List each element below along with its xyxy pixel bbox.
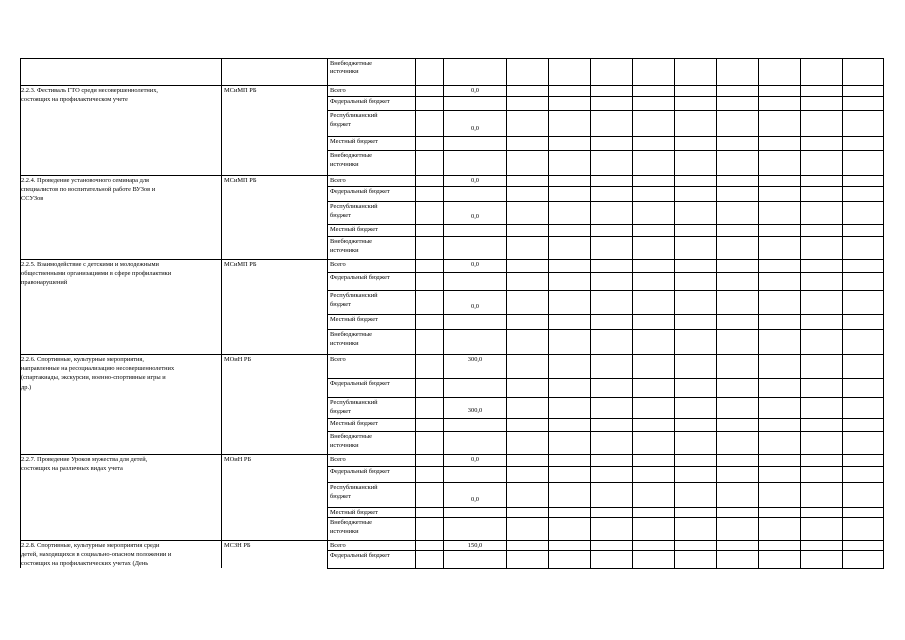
source-label: Федеральный бюджет <box>330 552 390 559</box>
subrow-border <box>327 150 884 151</box>
measure-text: 2.2.5. Взаимодействие с детскими и молодежными <box>21 261 159 268</box>
measure-text: ССУЗов <box>21 195 44 203</box>
subrow-border <box>327 517 884 518</box>
executor-text: МСиМП РБ <box>224 87 257 94</box>
amount-value: 0,0 <box>471 456 479 463</box>
source-label: источники <box>330 340 359 347</box>
measure-text: направленные на ресоциализацию несовершеннолетних <box>21 365 175 373</box>
table-top-border <box>20 58 884 59</box>
col-border-value-1 <box>443 58 444 568</box>
measure-text: 2.2.6. Спортивные, культурные мероприятия, <box>21 356 144 363</box>
table-bottom-border <box>327 568 884 569</box>
subrow-border <box>327 482 884 483</box>
source-label: Всего <box>330 456 346 463</box>
source-label: Республиканский <box>330 484 378 491</box>
source-label: Всего <box>330 356 346 363</box>
amount-value: 0,0 <box>471 177 479 184</box>
col-border-value-0 <box>415 58 416 568</box>
amount-value: 0,0 <box>471 303 479 310</box>
subrow-border <box>327 136 884 137</box>
measure-text: детей, находящихся в социально-опасном положении и <box>21 551 172 559</box>
source-label: Республиканский <box>330 112 378 119</box>
measure-text: специалистов по воспитательной работе ВУЗов и <box>21 186 156 194</box>
source-label: Федеральный бюджет <box>330 468 390 475</box>
source-label: бюджет <box>330 408 351 415</box>
source-label: Республиканский <box>330 292 378 299</box>
subrow-border <box>327 431 884 432</box>
source-label: Местный бюджет <box>330 509 378 516</box>
source-label: Местный бюджет <box>330 138 378 145</box>
measure-text: состоящих на профилактических учетах (День <box>21 560 149 568</box>
measure-text: 2.2.7. Проведение Уроков мужества для детей, <box>21 456 148 463</box>
subrow-border <box>327 110 884 111</box>
source-label: источники <box>330 161 359 168</box>
col-border-measure-left <box>20 58 21 568</box>
amount-value: 0,0 <box>471 125 479 132</box>
executor-text: МОиН РБ <box>224 456 252 463</box>
col-border-value-3 <box>548 58 549 568</box>
row-border-measure <box>20 259 884 260</box>
source-label: источники <box>330 68 359 76</box>
subrow-border <box>327 397 884 398</box>
subrow-border <box>327 378 884 379</box>
source-label: бюджет <box>330 301 351 308</box>
source-label: источники <box>330 442 359 449</box>
col-border-value-10 <box>842 58 843 568</box>
source-label: бюджет <box>330 212 351 219</box>
measure-text: правонарушений <box>21 279 68 287</box>
executor-text: МСиМП РБ <box>224 261 257 268</box>
source-label: Местный бюджет <box>330 226 378 233</box>
source-label: Внебюджетные <box>330 60 372 67</box>
subrow-border <box>327 201 884 202</box>
row-border-measure <box>20 354 884 355</box>
source-label: Всего <box>330 542 346 549</box>
subrow-border <box>327 329 884 330</box>
col-border-source <box>327 58 328 568</box>
subrow-border <box>327 186 884 187</box>
measure-text: 2.2.8. Спортивные, культурные мероприятия среди <box>21 542 160 549</box>
amount-value: 0,0 <box>471 87 479 94</box>
measure-text: общественными организациями в сфере профилактики <box>21 270 172 278</box>
source-label: Местный бюджет <box>330 420 378 427</box>
executor-text: МСЗН РБ <box>224 542 251 549</box>
amount-value: 0,0 <box>471 496 479 503</box>
col-border-value-8 <box>758 58 759 568</box>
source-label: Федеральный бюджет <box>330 380 390 387</box>
row-border-measure <box>20 175 884 176</box>
subrow-border <box>327 418 884 419</box>
source-label: Всего <box>330 177 346 184</box>
row-border-measure <box>20 540 884 541</box>
measure-text: 2.2.3. Фестиваль ГТО среди несовершеннолетних, <box>21 87 158 94</box>
amount-value: 0,0 <box>471 213 479 220</box>
source-label: Федеральный бюджет <box>330 188 390 195</box>
row-border-carryover <box>20 85 884 86</box>
measure-text: состоящих на профилактическом учете <box>21 96 128 104</box>
source-label: Всего <box>330 87 346 94</box>
subrow-border <box>327 550 884 551</box>
col-border-value-11 <box>883 58 884 568</box>
source-label: Внебюджетные <box>330 152 372 159</box>
subrow-border <box>327 96 884 97</box>
col-border-value-4 <box>590 58 591 568</box>
measure-text: (спартакиады, экскурсии, военно-спортивные игры и <box>21 374 166 382</box>
source-label: Республиканский <box>330 203 378 210</box>
source-label: бюджет <box>330 121 351 128</box>
measure-text: состоящих на различных видах учета <box>21 465 123 473</box>
source-label: Всего <box>330 261 346 268</box>
subrow-border <box>327 236 884 237</box>
col-border-value-6 <box>674 58 675 568</box>
col-border-value-9 <box>800 58 801 568</box>
source-label: Федеральный бюджет <box>330 274 390 281</box>
source-label: источники <box>330 247 359 254</box>
amount-value: 300,0 <box>467 356 483 363</box>
amount-value: 0,0 <box>471 261 479 268</box>
col-border-value-7 <box>716 58 717 568</box>
source-label: бюджет <box>330 493 351 500</box>
executor-text: МОиН РБ <box>224 356 252 363</box>
source-label: Внебюджетные <box>330 238 372 245</box>
col-border-executor <box>221 58 222 568</box>
source-label: Внебюджетные <box>330 433 372 440</box>
col-border-value-2 <box>506 58 507 568</box>
measure-text: др.) <box>21 383 32 391</box>
source-label: Федеральный бюджет <box>330 98 390 105</box>
subrow-border <box>327 290 884 291</box>
subrow-border <box>327 224 884 225</box>
row-border-measure <box>20 454 884 455</box>
amount-value: 300,0 <box>467 407 483 414</box>
source-label: Республиканский <box>330 399 378 406</box>
subrow-border <box>327 507 884 508</box>
executor-text: МСиМП РБ <box>224 177 257 184</box>
source-label: Внебюджетные <box>330 519 372 526</box>
subrow-border <box>327 272 884 273</box>
source-label: источники <box>330 528 359 535</box>
col-border-value-5 <box>632 58 633 568</box>
source-label: Внебюджетные <box>330 331 372 338</box>
source-label: Местный бюджет <box>330 316 378 323</box>
measure-text: 2.2.4. Проведение установочного семинара для <box>21 177 149 184</box>
amount-value: 150,0 <box>467 542 483 549</box>
subrow-border <box>327 314 884 315</box>
subrow-border <box>327 466 884 467</box>
